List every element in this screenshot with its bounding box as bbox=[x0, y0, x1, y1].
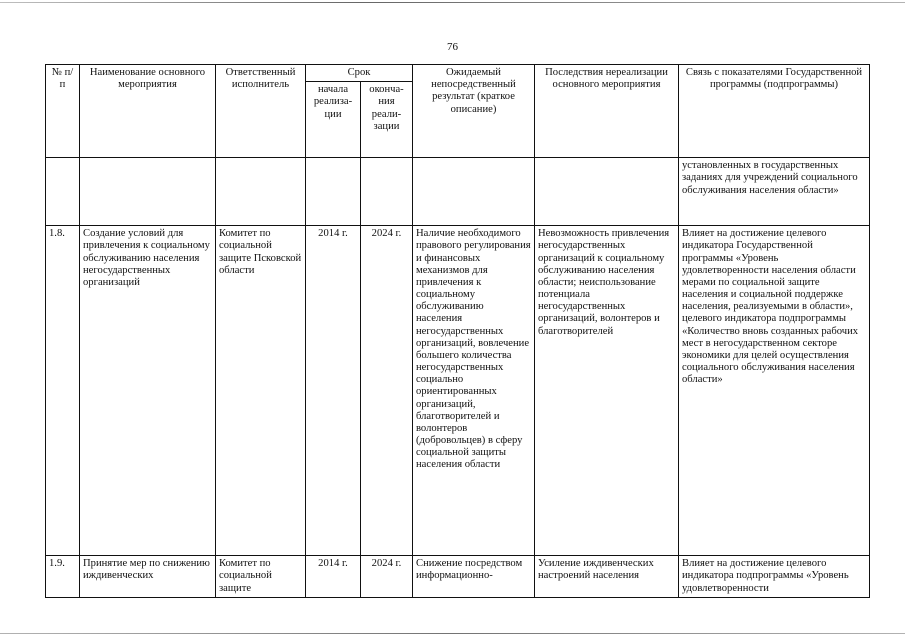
cell-end: 2024 г. bbox=[361, 556, 413, 598]
cell-link: установленных в государственных заданиях для учреждений социального обслуживания населения области» bbox=[679, 158, 870, 226]
header-result: Ожидаемый непосредственный результат (краткое описание) bbox=[413, 65, 535, 158]
scan-edge-bottom bbox=[0, 633, 905, 634]
cell-num: 1.8. bbox=[46, 226, 80, 556]
cell-responsible: Комитет по социальной защите Псковской области bbox=[216, 226, 306, 556]
header-link: Связь с показателями Государственной программы (подпрограммы) bbox=[679, 65, 870, 158]
cell-start: 2014 г. bbox=[306, 556, 361, 598]
cell-empty bbox=[306, 158, 361, 226]
measures-table bbox=[45, 64, 870, 598]
cell-empty bbox=[361, 158, 413, 226]
cell-empty bbox=[535, 158, 679, 226]
cell-name: Создание условий для привлечения к социальному обслуживанию населения негосударственных организаций bbox=[80, 226, 216, 556]
cell-empty bbox=[413, 158, 535, 226]
cell-end: 2024 г. bbox=[361, 226, 413, 556]
table-row bbox=[46, 556, 870, 598]
table-row-continuation bbox=[46, 158, 870, 226]
header-term-end: оконча-ния реали-зации bbox=[361, 82, 413, 158]
page-number: 76 bbox=[447, 41, 458, 53]
cell-consequences: Невозможность привлечения негосударственных организаций к социальному обслуживанию населения области; неиспользование потенциала негосударственных организаций, волонтеров и благотворителей bbox=[535, 226, 679, 556]
cell-link: Влияет на достижение целевого индикатора подпрограммы «Уровень удовлетворенности bbox=[679, 556, 870, 598]
scan-edge-top bbox=[0, 2, 905, 3]
header-term: Срок bbox=[306, 65, 413, 82]
cell-empty bbox=[216, 158, 306, 226]
cell-empty bbox=[46, 158, 80, 226]
table-row bbox=[46, 226, 870, 556]
cell-result: Снижение посредством информационно- bbox=[413, 556, 535, 598]
header-term-start: начала реализа-ции bbox=[306, 82, 361, 158]
cell-num: 1.9. bbox=[46, 556, 80, 598]
header-row bbox=[46, 65, 870, 82]
cell-result: Наличие необходимого правового регулирования и финансовых механизмов для привлечения к социальному обслуживанию населения негосударственных организаций, вовлечение большего количества негосударственных социально ориентированных организаций, благотворителей и волонтеров (добровольцев) в сферу социальной защиты населения области bbox=[413, 226, 535, 556]
cell-name: Принятие мер по снижению иждивенческих bbox=[80, 556, 216, 598]
cell-link: Влияет на достижение целевого индикатора Государственной программы «Уровень удовлетворенности населения области мерами по социальной защите населения и социальной поддержке населения, реализуемыми в области», целевого индикатора подпрограммы «Количество вновь созданных рабочих мест в негосударственном секторе экономики для целей осуществления социального обслуживания населения области» bbox=[679, 226, 870, 556]
header-num: № п/п bbox=[46, 65, 80, 158]
cell-start: 2014 г. bbox=[306, 226, 361, 556]
cell-empty bbox=[80, 158, 216, 226]
header-consequences: Последствия нереализации основного мероприятия bbox=[535, 65, 679, 158]
header-responsible: Ответственный исполнитель bbox=[216, 65, 306, 158]
cell-responsible: Комитет по социальной защите bbox=[216, 556, 306, 598]
cell-consequences: Усиление иждивенческих настроений населения bbox=[535, 556, 679, 598]
header-name: Наименование основного мероприятия bbox=[80, 65, 216, 158]
